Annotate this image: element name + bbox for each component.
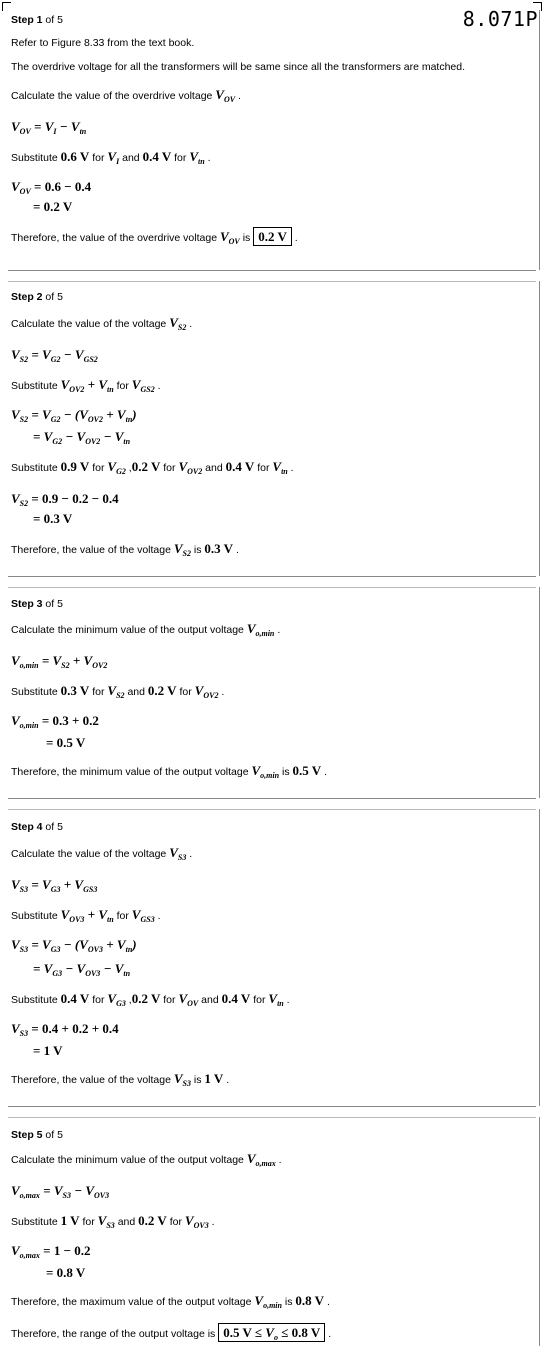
step-5-line-1: Calculate the minimum value of the output voltage $V_{o,max}$ .	[11, 1151, 282, 1168]
divider	[8, 576, 536, 577]
step-2-title: Step 2 of 5	[11, 291, 63, 303]
step-3-conclusion: Therefore, the minimum value of the output voltage $V_{o,min}$ is 0.5 V .	[11, 763, 327, 780]
step-4-line-1: Calculate the value of the voltage $V_{S3}$ .	[11, 845, 193, 862]
divider	[8, 1117, 536, 1118]
step-1-substitute: Substitute 0.6 V for $V_I$ and 0.4 V for $V_{tn}$ .	[11, 149, 211, 166]
frame-edge	[539, 809, 540, 1106]
divider	[8, 1106, 536, 1107]
step-5-range: Therefore, the range of the output voltage is 0.5 $V \le V_o \le 0.8$ V .	[11, 1325, 332, 1342]
divider	[8, 270, 536, 271]
step-5-substitute: Substitute 1 V for $V_{S3}$ and 0.2 V for $V_{OV3}$ .	[11, 1213, 215, 1230]
step-3-line-1: Calculate the minimum value of the output voltage $V_{o,min}$ .	[11, 621, 281, 638]
step-1-conclusion: Therefore, the value of the overdrive voltage $V_{OV}$ is 0.2 V .	[11, 229, 298, 246]
step-2-calc-2: = 0.3 V	[33, 511, 73, 526]
step-3-equation: $V_{o,min} = V_{S2} + V_{OV2}$	[11, 653, 108, 670]
step-1-equation: $V_{OV} = V_I - V_{tn}$	[11, 119, 87, 136]
step-1-line-1: Refer to Figure 8.33 from the text book.	[11, 37, 195, 49]
step-5-equation: $V_{o,max} = V_{S3} - V_{OV3}$	[11, 1183, 110, 1200]
step-2-substitute-1: Substitute $V_{OV2} + V_{tn}$ for $V_{GS2}$ .	[11, 377, 161, 394]
step-1-calc-2: = 0.2 V	[33, 199, 73, 214]
frame-edge	[539, 281, 540, 576]
step-4-conclusion: Therefore, the value of the voltage $V_{S3}$ is 1 V .	[11, 1071, 230, 1088]
step-1-calc-1: $V_{OV} = 0.6 - 0.4$	[11, 179, 92, 196]
step-2-equation: $V_{S2} = V_{G2} - V_{GS2}$	[11, 347, 98, 364]
step-4-substitute-2: Substitute 0.4 V for $V_{G3}$ ,0.2 V for $V_{OV}$ and 0.4 V for $V_{tn}$ .	[11, 991, 290, 1008]
step-4-title: Step 4 of 5	[11, 821, 63, 833]
step-3-substitute: Substitute 0.3 V for $V_{S2}$ and 0.2 V for $V_{OV2}$ .	[11, 683, 225, 700]
step-2-substitute-2: Substitute 0.9 V for $V_{G2}$ ,0.2 V for $V_{OV2}$ and 0.4 V for $V_{tn}$ .	[11, 459, 294, 476]
step-5-calc-2: = 0.8 V	[46, 1265, 86, 1280]
divider	[8, 798, 536, 799]
step-3-calc-2: = 0.5 V	[46, 735, 86, 750]
step-3-calc-1: $V_{o,min} = 0.3 + 0.2$	[11, 713, 99, 730]
corner-mark-left	[2, 2, 11, 11]
step-4-equation: $V_{S3} = V_{G3} + V_{GS3}$	[11, 877, 98, 894]
step-2-calc-a: $V_{S2} = V_{G2} - (V_{OV2} + V_{tn})$	[11, 407, 137, 424]
step-4-calc-2: = 1 V	[33, 1043, 63, 1058]
step-2-calc-b: = $V_{G2} - V_{OV2} - V_{tn}$	[33, 429, 131, 446]
problem-code: 8.071P	[462, 7, 538, 31]
step-4-substitute-1: Substitute $V_{OV3} + V_{tn}$ for $V_{GS3}$ .	[11, 907, 161, 924]
step-4-calc-a: $V_{S3} = V_{G3} - (V_{OV3} + V_{tn})$	[11, 937, 137, 954]
step-5-title: Step 5 of 5	[11, 1129, 63, 1141]
step-1-line-3: Calculate the value of the overdrive voltage $V_{OV}$ .	[11, 87, 241, 104]
step-4-calc-1: $V_{S3} = 0.4 + 0.2 + 0.4$	[11, 1021, 119, 1038]
divider	[8, 281, 536, 282]
frame-edge	[539, 10, 540, 270]
step-5-calc-1: $V_{o,max} = 1 - 0.2$	[11, 1243, 91, 1260]
step-1-line-2: The overdrive voltage for all the transformers will be same since all the transformers are matched.	[11, 61, 466, 73]
step-3-title: Step 3 of 5	[11, 598, 63, 610]
step-2-line-1: Calculate the value of the voltage $V_{S2}$ .	[11, 315, 193, 332]
step-1-title: Step 1 of 5	[11, 14, 63, 26]
step-2-conclusion: Therefore, the value of the voltage $V_{S2}$ is 0.3 V .	[11, 541, 239, 558]
divider	[8, 809, 536, 810]
step-5-conclusion: Therefore, the maximum value of the output voltage $V_{o,min}$ is 0.8 V .	[11, 1293, 330, 1310]
step-2-calc-1: $V_{S2} = 0.9 - 0.2 - 0.4$	[11, 491, 119, 508]
frame-edge	[539, 587, 540, 798]
step-4-calc-b: = $V_{G3} - V_{OV3} - V_{tn}$	[33, 961, 131, 978]
frame-edge	[539, 1117, 540, 1346]
divider	[8, 587, 536, 588]
